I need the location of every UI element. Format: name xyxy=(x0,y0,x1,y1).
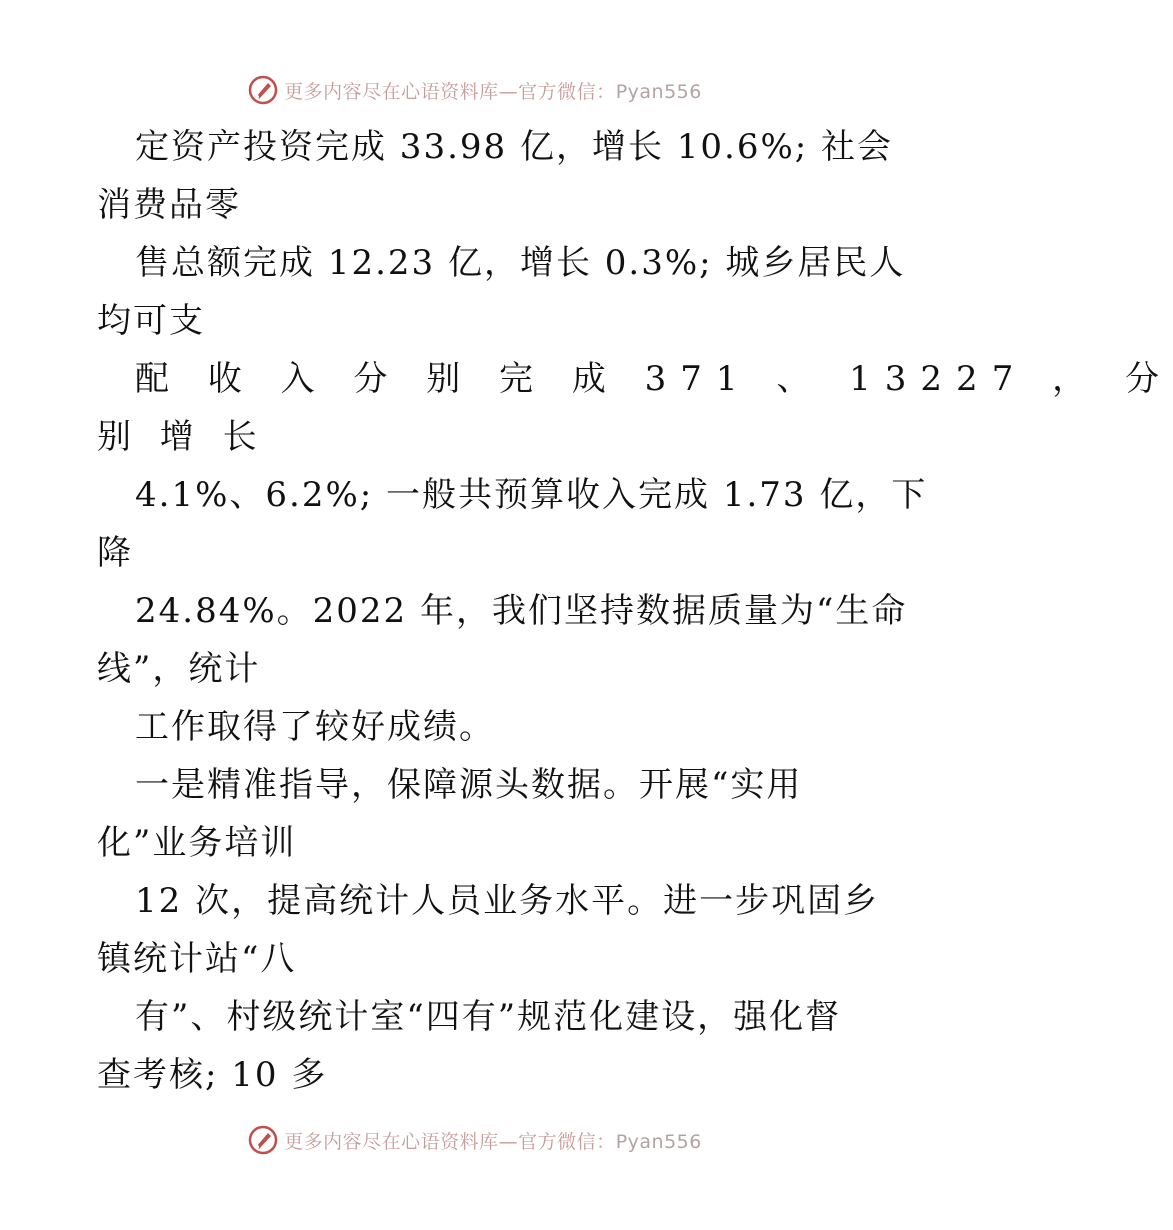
watermark-wechat-id: Pyan556 xyxy=(615,1130,702,1153)
watermark-site-text: 更多内容尽在心语资料库 xyxy=(284,80,499,103)
document-body xyxy=(97,118,1173,1104)
text-line: 定资产投资完成 33.98 亿，增长 10.6%; 社会 xyxy=(135,127,894,167)
text-line: 别 增 长 xyxy=(97,417,266,457)
watermark-wechat-label: 官方微信： xyxy=(518,1130,616,1153)
pen-logo-icon xyxy=(248,75,278,105)
pen-logo-icon xyxy=(248,1125,278,1155)
text-line: 24.84%。2022 年，我们坚持数据质量为“生命 xyxy=(135,591,908,631)
watermark-dash: — xyxy=(498,80,519,103)
footer-watermark xyxy=(0,1122,950,1158)
text-line: 配 收 入 分 别 完 成 371 、 13227 ， 分 xyxy=(135,359,1173,399)
watermark-wechat-label: 官方微信： xyxy=(518,80,616,103)
text-line: 消费品零 xyxy=(97,185,241,225)
text-line: 降 xyxy=(97,533,133,573)
text-line: 线”，统计 xyxy=(97,649,261,689)
text-line: 查考核; 10 多 xyxy=(97,1055,328,1095)
text-line: 4.1%、6.2%; 一般共预算收入完成 1.73 亿，下 xyxy=(135,475,928,515)
text-line: 镇统计站“八 xyxy=(97,939,297,979)
watermark-text xyxy=(284,1127,702,1154)
watermark-wechat-id: Pyan556 xyxy=(615,80,702,103)
text-line: 工作取得了较好成绩。 xyxy=(135,707,495,747)
watermark-text xyxy=(284,77,702,104)
header-watermark xyxy=(0,72,950,108)
text-line: 均可支 xyxy=(97,301,205,341)
text-line: 售总额完成 12.23 亿，增长 0.3%; 城乡居民人 xyxy=(135,243,906,283)
watermark-dash: — xyxy=(498,1130,519,1153)
text-line: 12 次，提高统计人员业务水平。进一步巩固乡 xyxy=(135,881,880,921)
text-line: 有”、村级统计室“四有”规范化建设，强化督 xyxy=(135,997,842,1037)
watermark-site-text: 更多内容尽在心语资料库 xyxy=(284,1130,499,1153)
text-line: 一是精准指导，保障源头数据。开展“实用 xyxy=(135,765,803,805)
text-line: 化”业务培训 xyxy=(97,823,297,863)
